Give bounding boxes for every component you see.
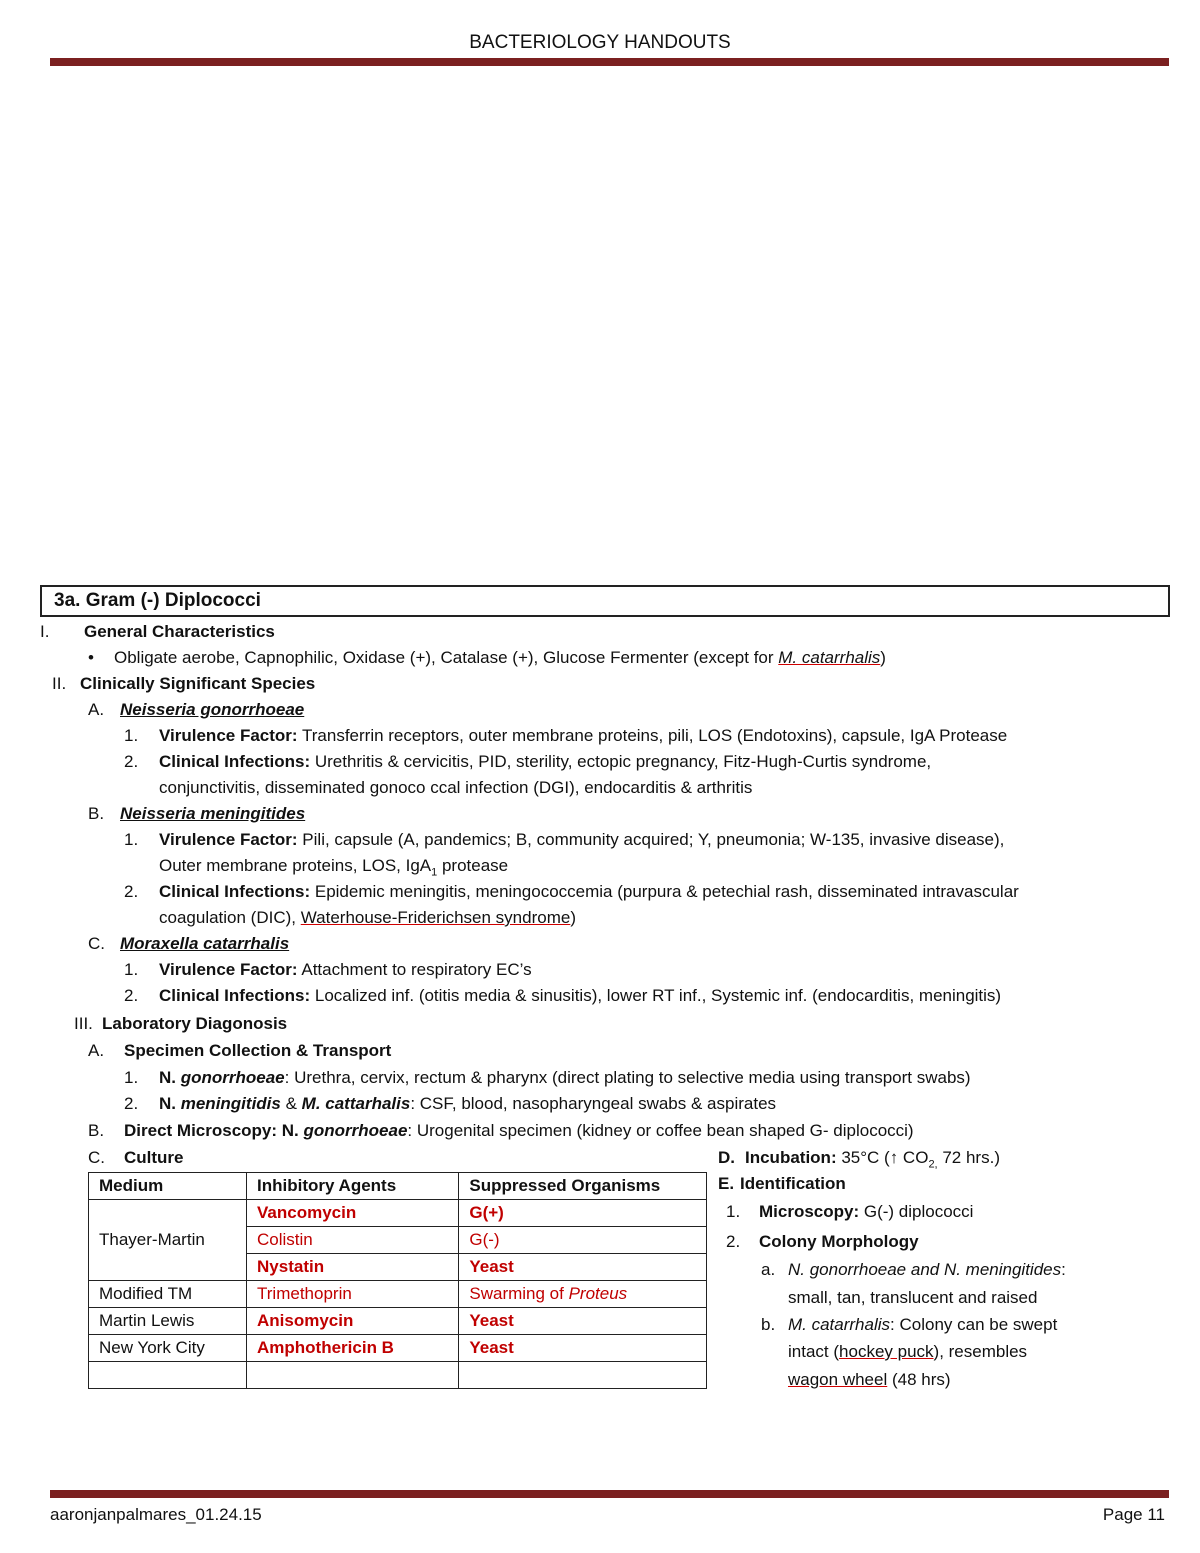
letter-marker: C. [88, 1148, 105, 1167]
label: Clinical Infections: [159, 752, 311, 771]
organism-name: Moraxella catarrhalis [120, 934, 290, 953]
heading-text: Direct Microscopy: N. [124, 1121, 304, 1140]
header-rule [50, 58, 1169, 66]
species-a-ci-cont [159, 776, 752, 800]
organism-name: M. cattarhalis [301, 1094, 411, 1113]
table-row [89, 1308, 707, 1335]
agent-cell: Colistin [247, 1227, 459, 1254]
value: Outer membrane proteins, LOS, IgA [159, 856, 432, 875]
value: small, tan, translucent and raised [788, 1288, 1038, 1307]
page-number: Page 11 [1102, 1505, 1165, 1524]
species-a-heading [88, 698, 304, 722]
value: conjunctivitis, disseminated gonoco ccal infection (DGI), endocarditis & arthritis [159, 778, 753, 797]
general-bullet [88, 646, 886, 670]
bullet-text: Obligate aerobe, Capnophilic, Oxidase (+), Catalase (+), Glucose Fermenter (except for [114, 648, 779, 667]
species-heading [52, 672, 315, 696]
underlined-term: wagon wheel [788, 1370, 888, 1389]
organism-name: meningitidis [180, 1094, 281, 1113]
lab-e-sub-b-cont2 [788, 1368, 951, 1392]
table-header-row [89, 1173, 707, 1200]
value: Epidemic meningitis, meningococcemia (purpura & petechial rash, disseminated intravascular [310, 882, 1019, 901]
column-header: Suppressed Organisms [459, 1173, 707, 1200]
label: Microscopy: [759, 1202, 860, 1221]
species-c-ci: 2. Clinical Infections: Localized inf. (otitis media & sinusitis), lower RT inf., Systemic inf. (endocarditis, meningitis) [124, 986, 1002, 1005]
subscript: 1 [431, 866, 438, 879]
subscript: 2, [928, 1158, 938, 1171]
lab-a-item1: 1. N. gonorrhoeae: Urethra, cervix, rectum & pharynx (direct plating to selective media using transport swabs) [124, 1068, 971, 1087]
lab-a-item2: 2. N. meningitidis & M. cattarhalis: CSF, blood, nasopharyngeal swabs & aspirates [124, 1094, 777, 1113]
letter-marker: B. [88, 1121, 105, 1140]
organism-name: Neisseria gonorrhoeae [120, 700, 305, 719]
organism-name: M. catarrhalis [778, 648, 881, 667]
value: (48 hrs) [887, 1370, 951, 1389]
general-heading [40, 620, 275, 644]
lab-heading [74, 1012, 287, 1036]
letter-marker: b. [761, 1315, 776, 1334]
organism-name: gonorrhoeae [180, 1068, 285, 1087]
value: 35°C (↑ CO [836, 1148, 929, 1167]
letter-marker: A. [88, 700, 105, 719]
agent-cell: Nystatin [247, 1254, 459, 1281]
species-b-heading [88, 802, 305, 826]
table-row [89, 1335, 707, 1362]
organism-cell: Yeast [459, 1308, 707, 1335]
footer-author: aaronjanpalmares_01.24.15 [50, 1505, 262, 1524]
value: : Colony can be swept [890, 1315, 1058, 1334]
species-a-ci: 2. Clinical Infections: Urethritis & cervicitis, PID, sterility, ectopic pregnancy, Fitz-Hugh-Curtis syndrome, [124, 752, 932, 771]
roman-marker: I. [40, 622, 50, 641]
table-row [89, 1200, 707, 1227]
medium-cell: New York City [89, 1335, 247, 1362]
lab-c-heading [88, 1146, 184, 1170]
organism-name: M. catarrhalis [788, 1315, 891, 1334]
letter-marker: B. [88, 804, 105, 823]
blank-region [88, 85, 1118, 580]
value: ) [570, 908, 576, 927]
lab-e-sub-b-cont [788, 1340, 1027, 1364]
culture-table [88, 1172, 707, 1389]
lab-e-item2: 2. Colony Morphology [726, 1232, 919, 1251]
table-row-empty [89, 1362, 707, 1389]
organism-name: gonorrhoeae [303, 1121, 408, 1140]
section-title: 3a. Gram (-) Diplococci [40, 585, 1170, 617]
heading-text: Culture [124, 1148, 184, 1167]
heading-text: Specimen Collection & Transport [124, 1041, 392, 1060]
medium-cell: Martin Lewis [89, 1308, 247, 1335]
heading-text: Incubation: [745, 1148, 837, 1167]
letter-marker: A. [88, 1041, 105, 1060]
letter-marker: C. [88, 934, 105, 953]
value: coagulation (DIC), [159, 908, 301, 927]
value: Transferrin receptors, outer membrane proteins, pili, LOS (Endotoxins), capsule, IgA Protease [297, 726, 1008, 745]
species-b-ci-cont [159, 906, 576, 930]
value: intact ( [788, 1342, 840, 1361]
roman-marker: III. [74, 1014, 93, 1033]
species-c-heading [88, 932, 289, 956]
label: N. [159, 1068, 181, 1087]
medium-cell: Modified TM [89, 1281, 247, 1308]
organism-name: N. gonorrhoeae and N. meningitides [788, 1260, 1062, 1279]
lab-a-heading [88, 1039, 391, 1063]
lab-e-heading [718, 1172, 846, 1196]
value: : Urethra, cervix, rectum & pharynx (direct plating to selective media using transport swabs) [284, 1068, 971, 1087]
heading-text: Identification [740, 1174, 846, 1193]
label: Colony Morphology [759, 1232, 919, 1251]
label: Clinical Infections: [159, 882, 311, 901]
bullet-end: ) [880, 648, 886, 667]
species-a-vf: 1. Virulence Factor: Transferrin receptors, outer membrane proteins, pili, LOS (Endotoxins), capsule, IgA Protease [124, 726, 1008, 745]
value: 72 hrs.) [937, 1148, 1000, 1167]
footer-rule [50, 1490, 1169, 1498]
page-header-title: BACTERIOLOGY HANDOUTS [469, 32, 731, 53]
bullet-icon: • [88, 648, 94, 667]
roman-marker: II. [52, 674, 67, 693]
organism-name: Neisseria meningitides [120, 804, 306, 823]
value: G(-) diplococci [859, 1202, 974, 1221]
label: Virulence Factor: [159, 726, 298, 745]
organism-cell: G(+) [459, 1200, 707, 1227]
label: Virulence Factor: [159, 960, 298, 979]
organism-text: Swarming of [469, 1284, 569, 1303]
lab-e-sub-b [761, 1313, 1057, 1337]
agent-cell: Vancomycin [247, 1200, 459, 1227]
value: & [280, 1094, 302, 1113]
label: Virulence Factor: [159, 830, 298, 849]
medium-cell: Thayer-Martin [89, 1200, 247, 1281]
letter-marker: a. [761, 1260, 776, 1279]
organism-cell [459, 1281, 707, 1308]
letter-marker: E. [718, 1174, 735, 1193]
value: : Urogenital specimen (kidney or coffee bean shaped G- diplococci) [407, 1121, 914, 1140]
species-c-vf: 1. Virulence Factor: Attachment to respiratory EC’s [124, 960, 532, 979]
agent-cell: Amphothericin B [247, 1335, 459, 1362]
lab-e-item1: 1. Microscopy: G(-) diplococci [726, 1202, 974, 1221]
heading-text: Laboratory Diagonosis [102, 1014, 288, 1033]
value: Attachment to respiratory EC’s [297, 960, 532, 979]
value: Localized inf. (otitis media & sinusitis), lower RT inf., Systemic inf. (endocarditis, meningitis) [310, 986, 1002, 1005]
lab-e-sub-a [761, 1258, 1066, 1282]
agent-cell: Anisomycin [247, 1308, 459, 1335]
table-row [89, 1281, 707, 1308]
organism-cell: Yeast [459, 1254, 707, 1281]
species-b-vf: 1. Virulence Factor: Pili, capsule (A, pandemics; B, community acquired; Y, pneumonia; W-135, invasive disease), [124, 830, 1005, 849]
organism-cell: Yeast [459, 1335, 707, 1362]
syndrome-name: Waterhouse-Friderichsen syndrome [300, 908, 571, 927]
organism-name: Proteus [568, 1284, 628, 1303]
heading-text: General Characteristics [84, 622, 275, 641]
value: Pili, capsule (A, pandemics; B, community acquired; Y, pneumonia; W-135, invasive disease), [297, 830, 1005, 849]
lab-b-line [88, 1119, 914, 1143]
agent-cell: Trimethoprin [247, 1281, 459, 1308]
label: N. [159, 1094, 181, 1113]
heading-text: Clinically Significant Species [80, 674, 316, 693]
column-header: Inhibitory Agents [247, 1173, 459, 1200]
column-header: Medium [89, 1173, 247, 1200]
letter-marker: D. [718, 1148, 735, 1167]
value: ), resembles [933, 1342, 1028, 1361]
value: : [1061, 1260, 1066, 1279]
label: Clinical Infections: [159, 986, 311, 1005]
lab-e-sub-a-cont [788, 1286, 1037, 1310]
underlined-term: hockey puck [839, 1342, 934, 1361]
organism-cell: G(-) [459, 1227, 707, 1254]
species-b-ci: 2. Clinical Infections: Epidemic meningitis, meningococcemia (purpura & petechial rash, disseminated intravascular [124, 882, 1019, 901]
value: : CSF, blood, nasopharyngeal swabs & aspirates [410, 1094, 777, 1113]
value: protease [437, 856, 509, 875]
value: Urethritis & cervicitis, PID, sterility, ectopic pregnancy, Fitz-Hugh-Curtis syndrome, [310, 752, 932, 771]
